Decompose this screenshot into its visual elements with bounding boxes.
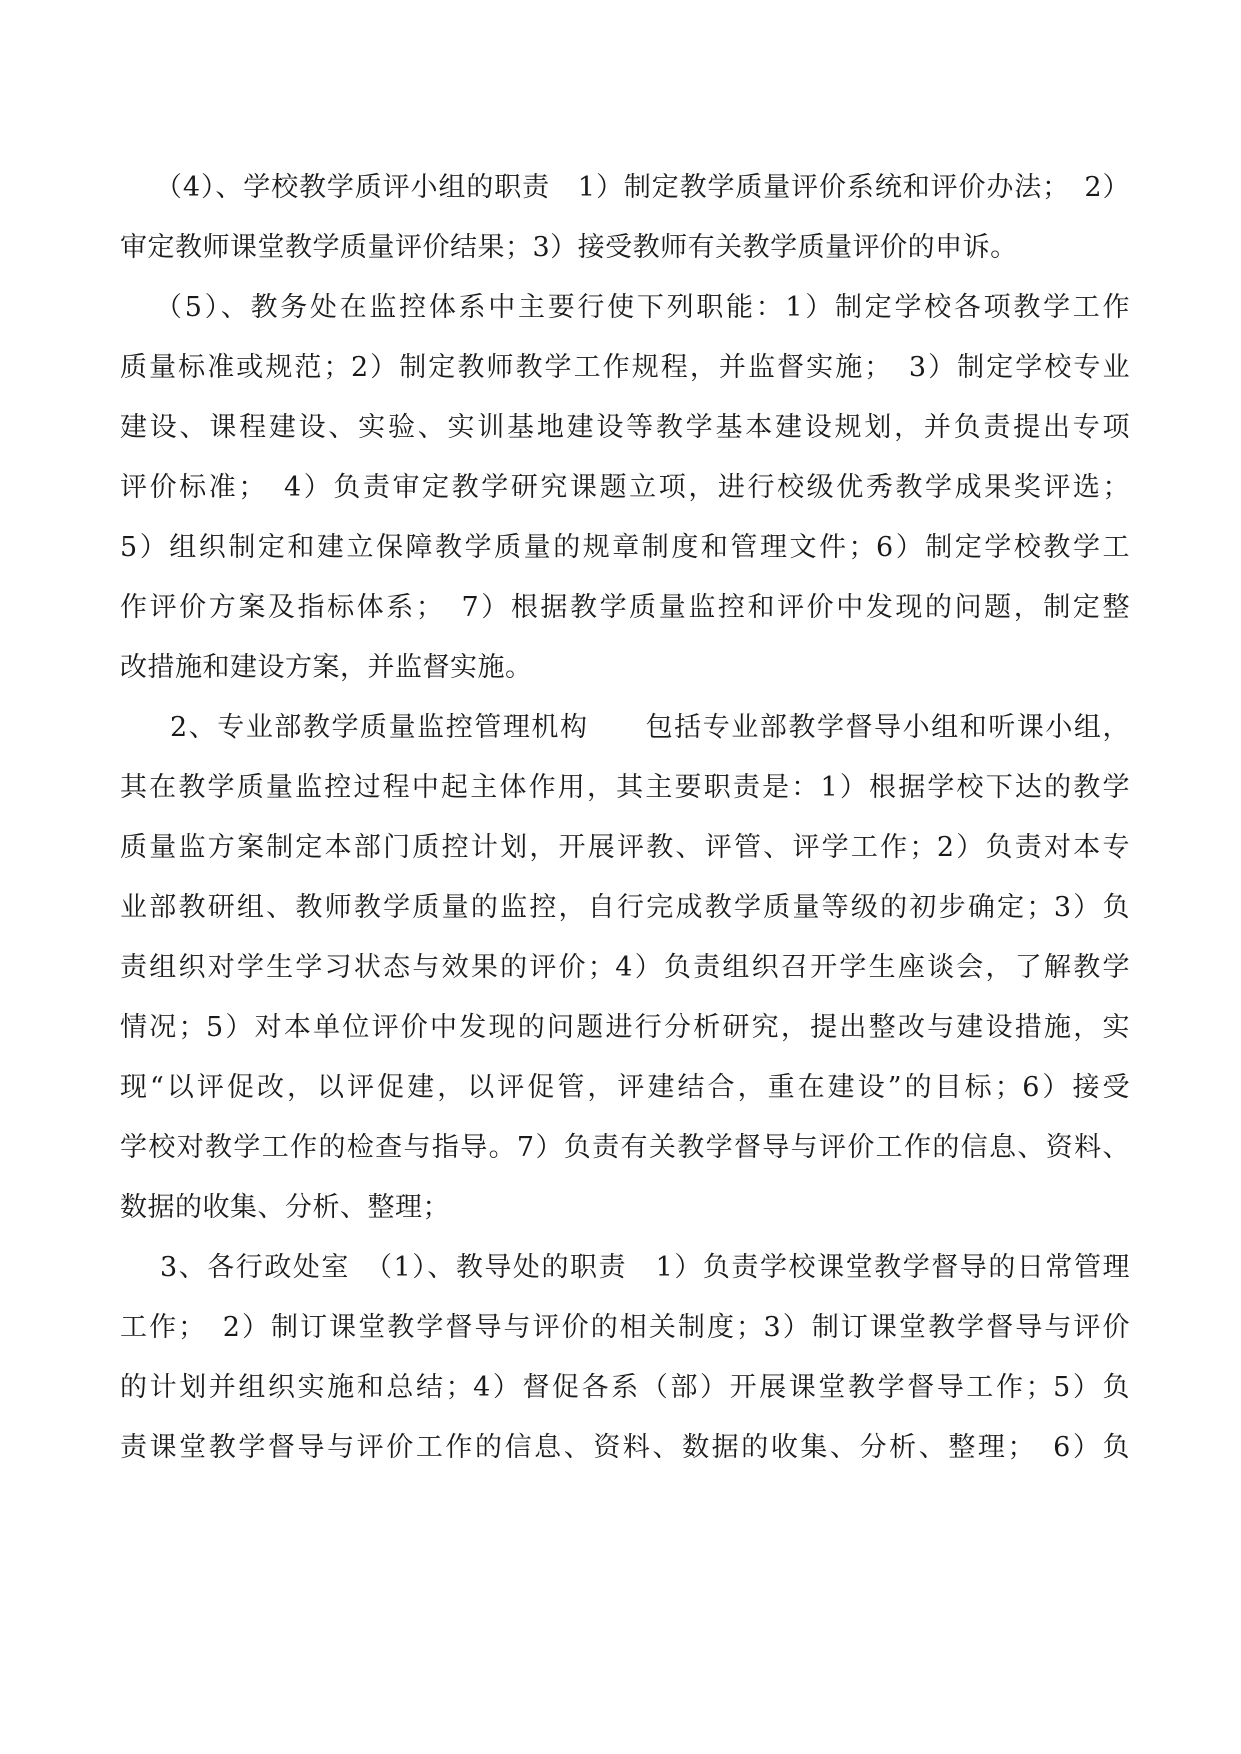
- paragraph-3-line-1: 2、专业部教学质量监控管理机构 包括专业部教学督导小组和听课小组，: [170, 712, 1130, 743]
- paragraph-1-line-1: （4）、学校教学质评小组的职责 1）制定教学质量评价系统和评价办法； 2）: [155, 172, 1130, 203]
- paragraph-3-line-4: 业部教研组、教师教学质量的监控，自行完成教学质量等级的初步确定；3）负: [120, 892, 1130, 923]
- paragraph-3-line-6: 情况；5）对本单位评价中发现的问题进行分析研究，提出整改与建设措施，实: [120, 1012, 1130, 1043]
- paragraph-2-line-1: （5）、教务处在监控体系中主要行使下列职能：1）制定学校各项教学工作: [155, 292, 1130, 323]
- paragraph-1-line-2: 审定教师课堂教学质量评价结果；3）接受教师有关教学质量评价的申诉。: [120, 232, 1018, 263]
- paragraph-2-line-2: 质量标准或规范；2）制定教师教学工作规程，并监督实施； 3）制定学校专业: [120, 352, 1130, 383]
- paragraph-3-line-8: 学校对教学工作的检查与指导。7）负责有关教学督导与评价工作的信息、资料、: [120, 1132, 1130, 1163]
- paragraph-2-line-7: 改措施和建设方案，并监督实施。: [120, 652, 533, 683]
- paragraph-4-line-3: 的计划并组织实施和总结；4）督促各系（部）开展课堂教学督导工作；5）负: [120, 1372, 1130, 1403]
- document-body: [120, 158, 1130, 1478]
- paragraph-2-line-6: 作评价方案及指标体系； 7）根据教学质量监控和评价中发现的问题，制定整: [120, 592, 1130, 623]
- paragraph-3-line-3: 质量监方案制定本部门质控计划，开展评教、评管、评学工作；2）负责对本专: [120, 832, 1130, 863]
- paragraph-2-line-4: 评价标准； 4）负责审定教学研究课题立项，进行校级优秀教学成果奖评选；: [120, 472, 1130, 503]
- paragraph-4-line-2: 工作； 2）制订课堂教学督导与评价的相关制度；3）制订课堂教学督导与评价: [120, 1312, 1130, 1343]
- paragraph-3-line-9: 数据的收集、分析、整理；: [120, 1192, 450, 1223]
- paragraph-4-line-1: 3、各行政处室 （1）、教导处的职责 1）负责学校课堂教学督导的日常管理: [160, 1252, 1130, 1283]
- paragraph-4-line-4: 责课堂教学督导与评价工作的信息、资料、数据的收集、分析、整理； 6）负: [120, 1432, 1130, 1463]
- paragraph-2-line-3: 建设、课程建设、实验、实训基地建设等教学基本建设规划，并负责提出专项: [120, 412, 1130, 443]
- paragraph-2-line-5: 5）组织制定和建立保障教学质量的规章制度和管理文件；6）制定学校教学工: [120, 532, 1130, 563]
- paragraph-3-line-5: 责组织对学生学习状态与效果的评价；4）负责组织召开学生座谈会，了解教学: [120, 952, 1130, 983]
- paragraph-3-line-7: 现“以评促改，以评促建，以评促管，评建结合，重在建设”的目标；6）接受: [120, 1072, 1130, 1103]
- paragraph-3-line-2: 其在教学质量监控过程中起主体作用，其主要职责是：1）根据学校下达的教学: [120, 772, 1130, 803]
